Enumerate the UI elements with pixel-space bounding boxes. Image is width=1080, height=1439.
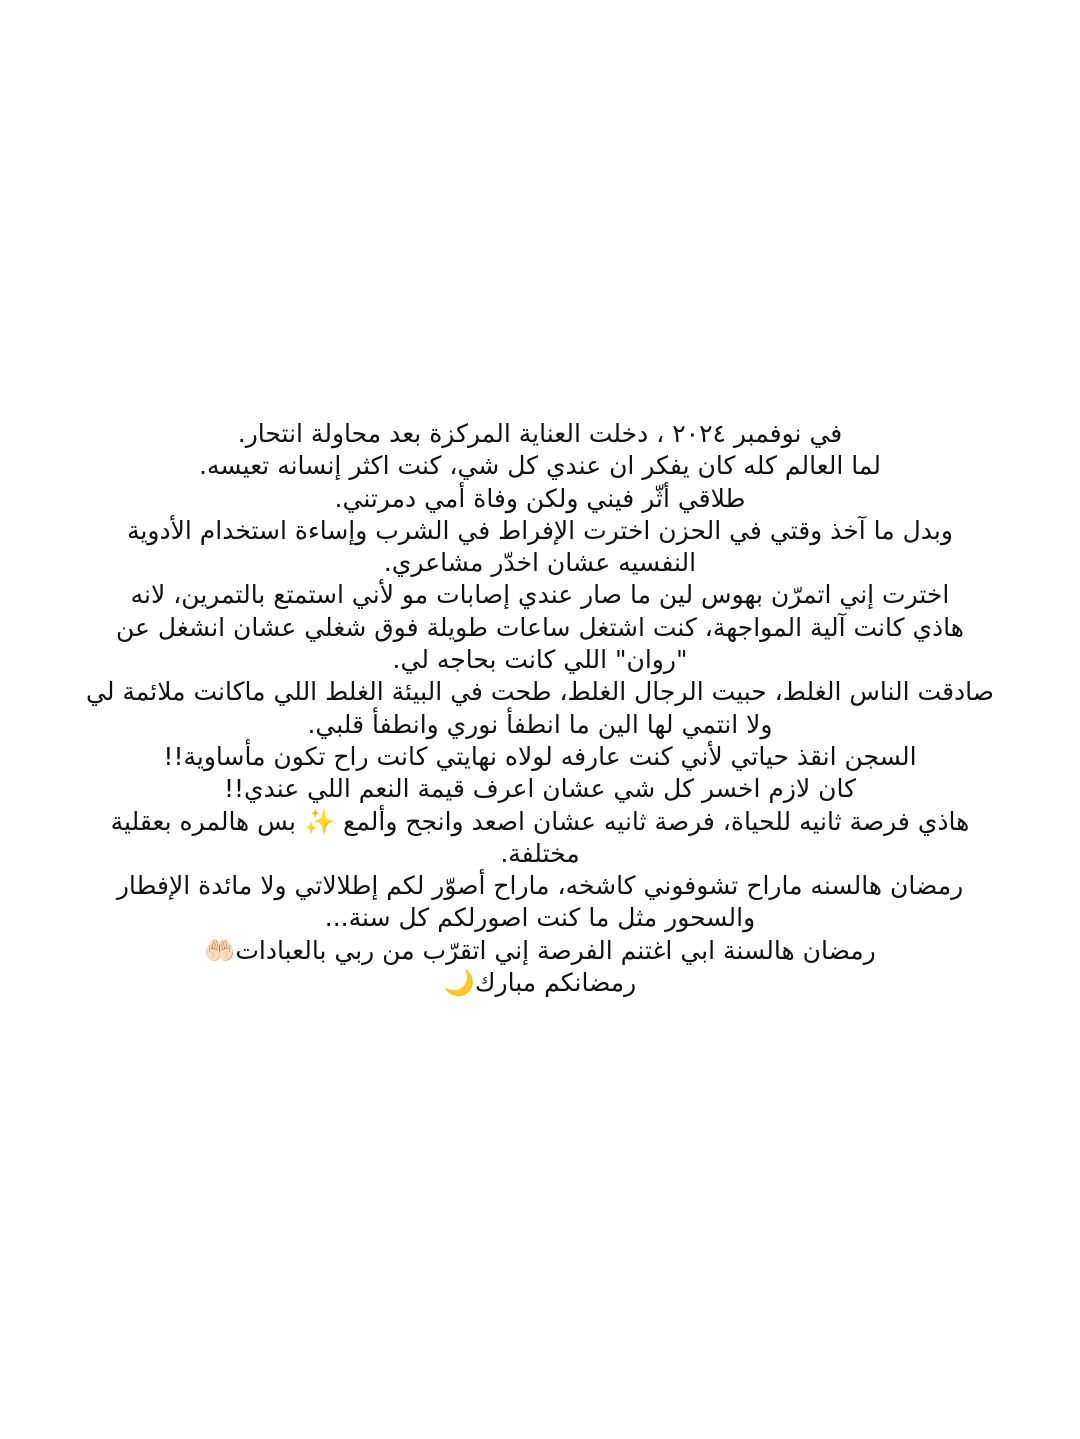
story-line: هاذي كانت آلية المواجهة، كنت اشتغل ساعات طويلة فوق شغلي عشان انشغل عن <box>116 612 964 642</box>
story-line: مختلفة. <box>500 838 580 868</box>
story-line: اخترت إني اتمرّن بهوس لين ما صار عندي إصابات مو لأني استمتع بالتمرين، لانه <box>130 580 950 610</box>
story-line: صادقت الناس الغلط، حبيت الرجال الغلط، طحت في البيئة الغلط اللي ماكانت ملائمة لي <box>86 677 994 707</box>
story-line: والسحور مثل ما كنت اصورلكم كل سنة... <box>324 903 756 933</box>
story-line: وبدل ما آخذ وقتي في الحزن اخترت الإفراط في الشرب وإساءة استخدام الأدوية <box>127 515 953 545</box>
story-line: طلاقي أثّر فيني ولكن وفاة أمي دمرتني. <box>334 483 746 513</box>
story-line: رمضان هالسنة ابي اغتنم الفرصة إني اتقرّب من ربي بالعبادات🤲🏻 <box>204 935 876 965</box>
story-line: لما العالم كله كان يفكر ان عندي كل شي، كنت اكثر إنسانه تعيسه. <box>199 451 881 481</box>
story-line: النفسيه عشان اخدّر مشاعري. <box>383 548 697 578</box>
story-line: كان لازم اخسر كل شي عشان اعرف قيمة النعم اللي عندي!! <box>223 774 857 804</box>
story-line: "روان" اللي كانت بحاجه لي. <box>392 645 688 675</box>
story-text-block <box>60 418 1020 999</box>
story-line: هاذي فرصة ثانيه للحياة، فرصة ثانيه عشان اصعد وانجح وألمع ✨ بس هالمره بعقلية <box>110 806 970 836</box>
story-line: رمضان هالسنه ماراح تشوفوني كاشخه، ماراح أصوّر لكم إطلالاتي ولا مائدة الإفطار <box>116 871 964 901</box>
story-line: رمضانكم مبارك🌙 <box>443 968 637 998</box>
story-line: السجن انقذ حياتي لأني كنت عارفه لولاه نهايتي كانت راح تكون مأساوية!! <box>163 741 917 771</box>
story-line: ولا انتمي لها الين ما انطفأ نوري وانطفأ قلبي. <box>307 709 773 739</box>
story-line: في نوفمبر ٢٠٢٤ ، دخلت العناية المركزة بعد محاولة انتحار. <box>237 419 843 448</box>
